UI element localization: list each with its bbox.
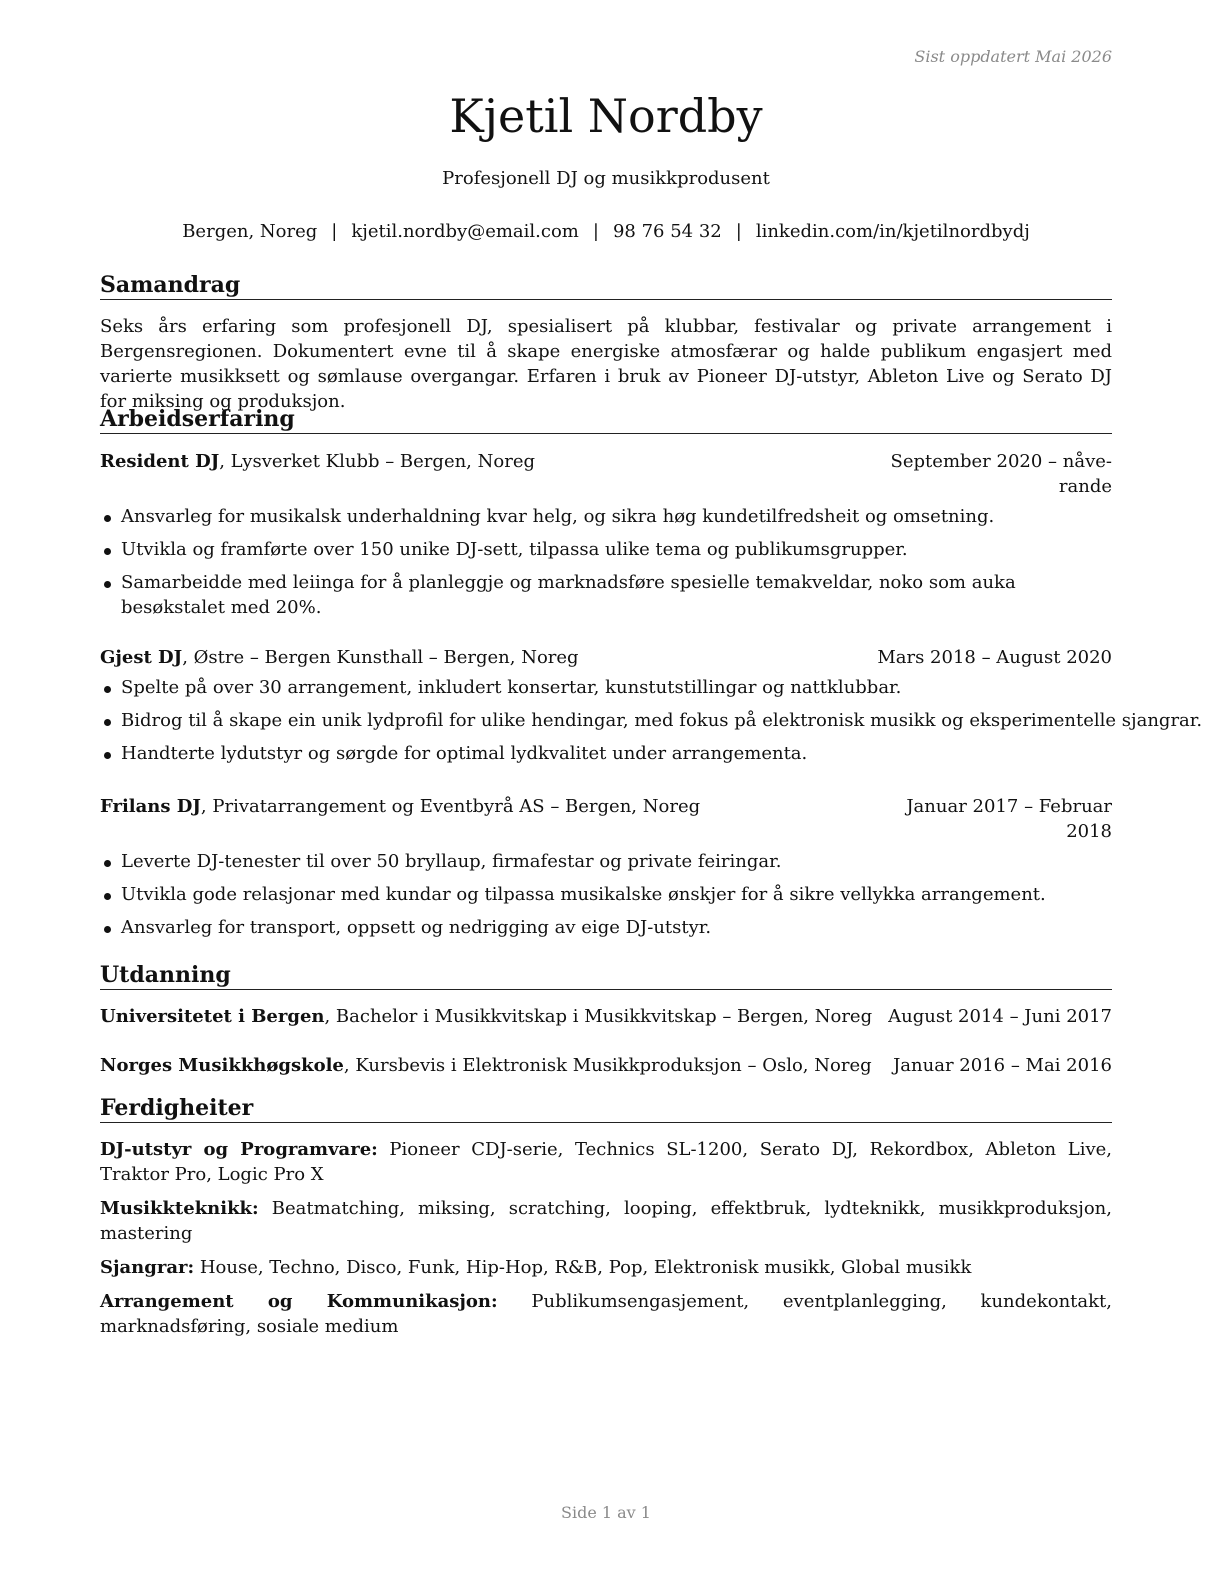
job-role: Gjest DJ — [100, 647, 183, 668]
job-place: , Lysverket Klubb – Bergen, Noreg — [219, 451, 535, 472]
education-entry — [100, 1004, 1112, 1029]
job-role: Resident DJ — [100, 451, 220, 472]
skill-row — [100, 1255, 1112, 1280]
person-name: Kjetil Nordby — [449, 89, 763, 143]
list-item: Leverte DJ-tenester til over 50 bryllaup, firmafestar og private feiringar. — [100, 849, 1112, 874]
skill-value: Beatmatching, miksing, scratching, looping, effektbruk, lydteknikk, musikkproduksjon, mastering — [100, 1198, 1112, 1244]
education-school: Universitetet i Bergen — [100, 1006, 325, 1027]
job-dates: Mars 2018 – August 2020 — [877, 647, 1112, 668]
skill-row — [100, 1137, 1112, 1187]
list-item: Spelte på over 30 arrangement, inkludert konsertar, kunstutstillingar og nattklubbar. — [100, 675, 1120, 700]
job-role: Frilans DJ — [100, 796, 201, 817]
section-heading-skills: Ferdigheiter — [100, 1094, 1112, 1123]
job-entry — [100, 645, 1203, 766]
skill-label: Arrangement og Kommunikasjon: — [100, 1291, 498, 1312]
skill-value: Publikumsengasjement, eventplanlegging, kundekontakt, marknadsføring, sosiale medium — [100, 1291, 1112, 1337]
skill-label: Musikkteknikk: — [100, 1198, 259, 1219]
skill-row — [100, 1196, 1112, 1246]
job-place: , Privatarrangement og Eventbyrå AS – Bergen, Noreg — [200, 796, 701, 817]
job-header — [100, 449, 1112, 499]
contact-separator: | — [735, 221, 742, 242]
skills-list — [100, 1137, 1112, 1348]
skill-value: House, Techno, Disco, Funk, Hip-Hop, R&B, Pop, Elektronisk musikk, Global musikk — [194, 1257, 972, 1278]
education-school: Norges Musikkhøgskole — [100, 1055, 344, 1076]
education-detail: , Kursbevis i Elektronisk Musikkproduksjon – Oslo, Noreg — [343, 1055, 872, 1076]
list-item: Ansvarleg for musikalsk underhaldning kvar helg, og sikra høg kundetilfredsheit og omsetning. — [100, 504, 1112, 529]
education-title-line — [100, 1053, 872, 1078]
page-number: Side 1 av 1 — [561, 1503, 651, 1522]
job-bullets — [100, 675, 1203, 766]
education-title-line — [100, 1004, 872, 1029]
professional-title: Profesjonell DJ og musikkprodusent — [442, 168, 770, 189]
job-header — [100, 645, 1112, 670]
job-entry — [100, 794, 1112, 940]
job-bullets — [100, 504, 1112, 620]
section-heading-education: Utdanning — [100, 961, 1112, 990]
job-dates: Januar 2017 – Februar 2018 — [906, 796, 1112, 842]
job-place: , Østre – Bergen Kunsthall – Bergen, Noreg — [182, 647, 579, 668]
education-dates: August 2014 – Juni 2017 — [888, 1006, 1112, 1027]
job-header — [100, 794, 1112, 844]
job-dates: September 2020 – nåverande — [890, 451, 1112, 497]
list-item: Bidrog til å skape ein unik lydprofil for ulike hendingar, med fokus på elektronisk musikk og eksperimentelle sjangrar. — [100, 708, 1120, 733]
job-title-line — [100, 645, 579, 670]
list-item: Utvikla og framførte over 150 unike DJ-sett, tilpassa ulike tema og publikumsgrupper. — [100, 537, 1112, 562]
list-item: Samarbeidde med leiinga for å planleggje og marknadsføre spesielle temakveldar, noko som auka besøkstalet med 20%. — [100, 570, 1112, 620]
contact-separator: | — [331, 221, 338, 242]
list-item: Ansvarleg for transport, oppsett og nedrigging av eige DJ-utstyr. — [100, 915, 1112, 940]
skill-label: Sjangrar: — [100, 1257, 195, 1278]
resume-page — [100, 0, 1203, 1584]
job-title-line — [100, 449, 535, 499]
list-item: Handterte lydutstyr og sørgde for optimal lydkvalitet under arrangementa. — [100, 741, 1120, 766]
education-dates: Januar 2016 – Mai 2016 — [893, 1055, 1112, 1076]
contact-email[interactable]: kjetil.nordby@email.com — [351, 221, 579, 242]
contact-separator: | — [592, 221, 599, 242]
job-entry — [100, 449, 1112, 620]
contact-linkedin[interactable]: linkedin.com/in/kjetilnordbydj — [755, 221, 1030, 242]
section-heading-experience: Arbeidserfaring — [100, 405, 1112, 434]
skill-label: DJ-utstyr og Programvare: — [100, 1139, 378, 1160]
last-updated: Sist oppdatert Mai 2026 — [914, 47, 1112, 66]
list-item: Utvikla gode relasjonar med kundar og tilpassa musikalske ønskjer for å sikre vellykka arrangement. — [100, 882, 1112, 907]
education-entry — [100, 1053, 1112, 1078]
job-bullets — [100, 849, 1112, 940]
skill-row — [100, 1289, 1112, 1339]
section-heading-summary: Samandrag — [100, 271, 1112, 300]
job-title-line — [100, 794, 700, 844]
education-detail: , Bachelor i Musikkvitskap i Musikkvitskap – Bergen, Noreg — [324, 1006, 873, 1027]
contact-location: Bergen, Noreg — [182, 221, 318, 242]
contact-phone[interactable]: 98 76 54 32 — [612, 221, 722, 242]
skill-value: Pioneer CDJ-serie, Technics SL-1200, Serato DJ, Rekordbox, Ableton Live, Traktor Pro, Logic Pro X — [100, 1139, 1113, 1185]
contact-line — [100, 219, 1112, 244]
summary-text: Seks års erfaring som profesjonell DJ, spesialisert på klubbar, festivalar og private arrangement i Bergensregionen. Dokumentert evne til å skape energiske atmosfærar og halde publikum engasjert med varierte musikksett og sømlause overgangar. Erfaren i bruk av Pioneer DJ-utstyr, Ableton Live og Serato DJ for miksing og produksjon. — [100, 316, 1112, 412]
